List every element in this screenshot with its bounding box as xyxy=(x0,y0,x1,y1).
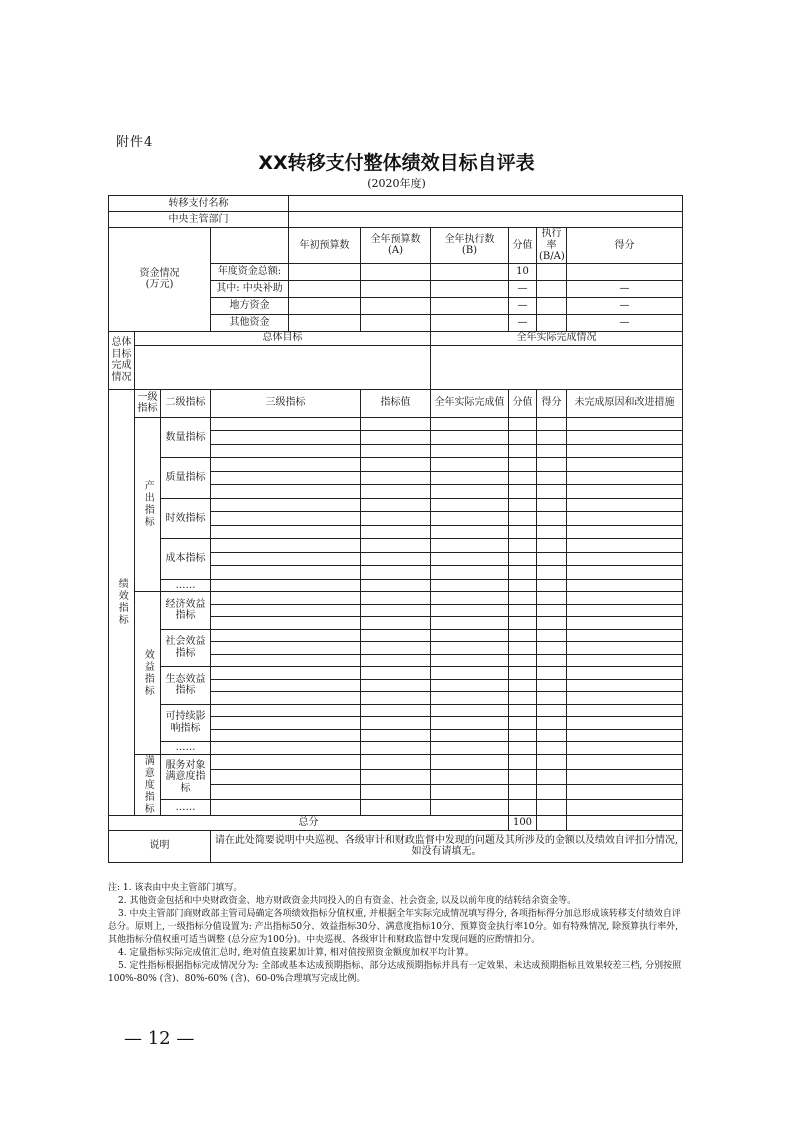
benefit-group-label: 效益指标 xyxy=(135,592,161,755)
note-item: 3. 中央主管部门商财政部主管司局确定各项绩效指标分值权重, 并根据全年实际完成情况填写得分, 各项指标得分加总形成该转移支付绩效自评总分。原则上, 一级指标分值设置为: 产出指标50分、效益指标30分、满意度指标10分、预算资金执行率10分。如有特殊情况, 除预算执行率外, 其他指标分值权重可适当调整 (总分应为100分)。中央巡视、各级审计和财政监督中发现问题的应酌情扣分。 xyxy=(108,909,681,946)
input-cell[interactable] xyxy=(361,512,431,526)
input-cell[interactable] xyxy=(567,800,683,815)
table-row xyxy=(109,667,683,680)
input-cell[interactable] xyxy=(211,754,361,769)
level2-indicator: 可持续影响指标 xyxy=(161,704,211,742)
department-label: 中央主管部门 xyxy=(109,212,289,228)
input-cell[interactable] xyxy=(431,417,509,431)
input-cell[interactable] xyxy=(537,444,567,458)
input-cell[interactable] xyxy=(431,617,509,630)
table-row xyxy=(109,498,683,512)
perf-col-header: 未完成原因和改进措施 xyxy=(567,389,683,417)
input-cell[interactable] xyxy=(567,754,683,769)
satisfaction-group-label: 满意度指标 xyxy=(135,754,161,815)
perf-col-header: 分值 xyxy=(509,389,537,417)
input-cell[interactable] xyxy=(211,800,361,815)
funding-row-label: 其他资金 xyxy=(211,314,289,331)
table-row xyxy=(109,742,683,755)
level2-indicator: 数量指标 xyxy=(161,417,211,458)
department-field[interactable] xyxy=(289,212,683,228)
input-cell[interactable] xyxy=(509,629,537,642)
input-cell[interactable] xyxy=(211,431,361,445)
input-cell[interactable] xyxy=(567,579,683,592)
input-cell[interactable] xyxy=(211,785,361,800)
input-cell[interactable] xyxy=(211,512,361,526)
input-cell[interactable] xyxy=(537,717,567,730)
funding-score: — xyxy=(509,280,537,297)
input-cell[interactable] xyxy=(211,604,361,617)
table-row xyxy=(109,830,683,862)
input-cell[interactable] xyxy=(211,485,361,499)
input-cell[interactable] xyxy=(431,717,509,730)
funding-col-header: 得分 xyxy=(567,228,683,264)
goals-label: 总体目标完成情况 xyxy=(109,331,135,389)
input-cell[interactable] xyxy=(431,485,509,499)
input-cell[interactable] xyxy=(211,717,361,730)
table-row xyxy=(109,815,683,830)
table-row xyxy=(109,458,683,472)
input-cell[interactable] xyxy=(361,471,431,485)
input-cell[interactable] xyxy=(567,431,683,445)
note-item: 4. 定量指标实际完成值汇总时, 绝对值直接累加计算, 相对值按照资金额度加权平均计算。 xyxy=(118,948,474,959)
input-cell[interactable] xyxy=(361,629,431,642)
input-cell[interactable] xyxy=(431,692,509,705)
input-cell[interactable] xyxy=(431,742,509,755)
input-cell[interactable] xyxy=(567,566,683,580)
input-cell[interactable] xyxy=(431,604,509,617)
input-cell[interactable] xyxy=(567,444,683,458)
input-cell[interactable] xyxy=(509,444,537,458)
table-row xyxy=(109,389,683,417)
funding-col-header: 全年执行数 (B) xyxy=(431,228,509,264)
input-cell[interactable] xyxy=(567,592,683,605)
funding-rate xyxy=(537,297,567,314)
input-cell[interactable] xyxy=(431,769,509,784)
input-cell[interactable] xyxy=(509,642,537,655)
input-cell[interactable] xyxy=(509,604,537,617)
explain-text: 请在此处简要说明中央巡视、各级审计和财政监督中发现的问题及其所涉及的金额以及绩效自评扣分情况, 如没有请填无。 xyxy=(211,830,683,862)
input-cell[interactable] xyxy=(509,458,537,472)
note-item: 2. 其他资金包括和中央财政资金、地方财政资金共同投入的自有资金、社会资金, 以及以前年度的结转结余资金等。 xyxy=(118,896,577,907)
input-cell[interactable] xyxy=(509,742,537,755)
table-cell xyxy=(537,815,567,830)
input-cell[interactable] xyxy=(361,800,431,815)
funding-col-header: 执行率 (B/A) xyxy=(537,228,567,264)
input-cell[interactable] xyxy=(361,642,431,655)
table-row xyxy=(109,704,683,717)
input-cell[interactable] xyxy=(361,742,431,755)
input-cell[interactable] xyxy=(431,654,509,667)
input-cell[interactable] xyxy=(567,717,683,730)
input-cell[interactable] xyxy=(567,525,683,539)
attachment-label: 附件4 xyxy=(116,135,154,150)
table-row xyxy=(109,228,683,264)
input-cell[interactable] xyxy=(361,769,431,784)
input-cell[interactable] xyxy=(211,525,361,539)
input-cell[interactable] xyxy=(361,458,431,472)
table-row xyxy=(109,579,683,592)
input-cell[interactable] xyxy=(537,579,567,592)
level2-indicator: 经济效益指标 xyxy=(161,592,211,630)
funding-col-header: 年初预算数 xyxy=(289,228,361,264)
level2-indicator: 生态效益指标 xyxy=(161,667,211,705)
form-year: (2020年度) xyxy=(367,177,426,190)
funding-points: — xyxy=(567,280,683,297)
input-cell[interactable] xyxy=(537,704,567,717)
level2-indicator: 社会效益指标 xyxy=(161,629,211,667)
funding-row-label: 其中: 中央补助 xyxy=(211,280,289,297)
funding-row-label: 地方资金 xyxy=(211,297,289,314)
input-cell[interactable] xyxy=(361,654,431,667)
input-cell[interactable] xyxy=(567,729,683,742)
input-cell[interactable] xyxy=(509,729,537,742)
input-cell[interactable] xyxy=(431,280,509,297)
input-cell[interactable] xyxy=(509,485,537,499)
input-cell[interactable] xyxy=(509,754,537,769)
actual-input[interactable] xyxy=(431,345,683,389)
input-cell[interactable] xyxy=(537,471,567,485)
input-cell[interactable] xyxy=(537,800,567,815)
input-cell[interactable] xyxy=(431,785,509,800)
table-cell xyxy=(211,228,289,264)
notes xyxy=(108,882,682,986)
input-cell[interactable] xyxy=(567,617,683,630)
input-cell[interactable] xyxy=(431,667,509,680)
total-value: 100 xyxy=(509,815,537,830)
input-cell[interactable] xyxy=(361,566,431,580)
note-item: 5. 定性指标根据指标完成情况分为: 全部或基本达成预期指标、部分达成预期指标并具有一定效果、未达成预期指标且效果较差三档, 分别按照100%-80% (含)、80%-60% (含)、60-0%合理填写完成比例。 xyxy=(108,961,682,985)
input-cell[interactable] xyxy=(509,769,537,784)
funding-rate xyxy=(537,314,567,331)
input-cell[interactable] xyxy=(567,742,683,755)
input-cell[interactable] xyxy=(567,485,683,499)
input-cell[interactable] xyxy=(431,552,509,566)
input-cell[interactable] xyxy=(509,800,537,815)
input-cell[interactable] xyxy=(211,679,361,692)
input-cell[interactable] xyxy=(567,769,683,784)
level2-indicator: 时效指标 xyxy=(161,498,211,539)
explain-label: 说明 xyxy=(109,830,211,862)
input-cell[interactable] xyxy=(537,485,567,499)
input-cell[interactable] xyxy=(537,654,567,667)
input-cell[interactable] xyxy=(537,629,567,642)
input-cell[interactable] xyxy=(537,417,567,431)
funding-score: — xyxy=(509,314,537,331)
input-cell[interactable] xyxy=(361,485,431,499)
input-cell[interactable] xyxy=(567,604,683,617)
input-cell[interactable] xyxy=(567,679,683,692)
input-cell[interactable] xyxy=(211,417,361,431)
table-row xyxy=(109,345,683,389)
funding-label: 资金情况 (万元) xyxy=(109,228,211,332)
funding-rate xyxy=(537,280,567,297)
funding-col-header: 全年预算数 (A) xyxy=(361,228,431,264)
input-cell[interactable] xyxy=(361,692,431,705)
input-cell[interactable] xyxy=(361,263,431,280)
input-cell[interactable] xyxy=(431,471,509,485)
input-cell[interactable] xyxy=(567,417,683,431)
table-row xyxy=(109,754,683,769)
input-cell[interactable] xyxy=(211,667,361,680)
input-cell[interactable] xyxy=(431,579,509,592)
input-cell[interactable] xyxy=(537,679,567,692)
input-cell[interactable] xyxy=(509,471,537,485)
input-cell[interactable] xyxy=(509,667,537,680)
goals-col-header: 总体目标 xyxy=(135,331,431,345)
input-cell[interactable] xyxy=(211,498,361,512)
form-title: XX转移支付整体绩效目标自评表 xyxy=(258,152,535,174)
input-cell[interactable] xyxy=(567,642,683,655)
input-cell[interactable] xyxy=(361,498,431,512)
input-cell[interactable] xyxy=(567,498,683,512)
input-cell[interactable] xyxy=(361,431,431,445)
output-group-label: 产出指标 xyxy=(135,417,161,592)
input-cell[interactable] xyxy=(537,458,567,472)
input-cell[interactable] xyxy=(537,642,567,655)
input-cell[interactable] xyxy=(567,552,683,566)
input-cell[interactable] xyxy=(537,525,567,539)
page-number: — 12 — xyxy=(124,1028,195,1049)
funding-score: — xyxy=(509,297,537,314)
input-cell[interactable] xyxy=(361,717,431,730)
input-cell[interactable] xyxy=(537,431,567,445)
input-cell[interactable] xyxy=(289,263,361,280)
input-cell[interactable] xyxy=(289,280,361,297)
table-row xyxy=(109,592,683,605)
goal-input[interactable] xyxy=(135,345,431,389)
input-cell[interactable] xyxy=(289,297,361,314)
input-cell[interactable] xyxy=(361,444,431,458)
input-cell[interactable] xyxy=(431,754,509,769)
input-cell[interactable] xyxy=(431,592,509,605)
input-cell[interactable] xyxy=(361,604,431,617)
input-cell[interactable] xyxy=(211,444,361,458)
input-cell[interactable] xyxy=(431,679,509,692)
input-cell[interactable] xyxy=(567,539,683,553)
input-cell[interactable] xyxy=(537,566,567,580)
input-cell[interactable] xyxy=(509,717,537,730)
input-cell[interactable] xyxy=(537,592,567,605)
input-cell[interactable] xyxy=(211,471,361,485)
note-item: 注: 1. 该表由中央主管部门填写。 xyxy=(108,883,243,893)
input-cell[interactable] xyxy=(509,704,537,717)
input-cell[interactable] xyxy=(567,704,683,717)
input-cell[interactable] xyxy=(509,566,537,580)
table-row xyxy=(109,539,683,553)
perf-col-header: 二级指标 xyxy=(161,389,211,417)
input-cell[interactable] xyxy=(361,704,431,717)
input-cell[interactable] xyxy=(567,654,683,667)
funding-score: 10 xyxy=(509,263,537,280)
input-cell[interactable] xyxy=(509,552,537,566)
level2-indicator: 成本指标 xyxy=(161,539,211,580)
evaluation-table xyxy=(108,195,683,863)
input-cell[interactable] xyxy=(509,592,537,605)
input-cell[interactable] xyxy=(211,704,361,717)
input-cell[interactable] xyxy=(537,785,567,800)
input-cell[interactable] xyxy=(567,512,683,526)
input-cell[interactable] xyxy=(211,654,361,667)
input-cell[interactable] xyxy=(211,552,361,566)
input-cell[interactable] xyxy=(211,458,361,472)
funding-rate xyxy=(537,263,567,280)
input-cell[interactable] xyxy=(567,785,683,800)
input-cell[interactable] xyxy=(361,314,431,331)
table-row xyxy=(109,331,683,345)
input-cell[interactable] xyxy=(537,754,567,769)
input-cell[interactable] xyxy=(509,417,537,431)
input-cell[interactable] xyxy=(361,539,431,553)
table-row xyxy=(109,196,683,212)
table-row xyxy=(109,629,683,642)
level2-indicator: 质量指标 xyxy=(161,458,211,499)
input-cell[interactable] xyxy=(537,742,567,755)
input-cell[interactable] xyxy=(509,579,537,592)
input-cell[interactable] xyxy=(361,280,431,297)
input-cell[interactable] xyxy=(211,579,361,592)
input-cell[interactable] xyxy=(509,498,537,512)
input-cell[interactable] xyxy=(537,512,567,526)
funding-points: — xyxy=(567,314,683,331)
input-cell[interactable] xyxy=(567,692,683,705)
input-cell[interactable] xyxy=(361,785,431,800)
input-cell[interactable] xyxy=(431,458,509,472)
input-cell[interactable] xyxy=(289,314,361,331)
input-cell[interactable] xyxy=(537,769,567,784)
input-cell[interactable] xyxy=(509,512,537,526)
input-cell[interactable] xyxy=(431,498,509,512)
input-cell[interactable] xyxy=(211,642,361,655)
input-cell[interactable] xyxy=(431,642,509,655)
input-cell[interactable] xyxy=(509,692,537,705)
perf-col-header: 一级指标 xyxy=(135,389,161,417)
input-cell[interactable] xyxy=(509,617,537,630)
input-cell[interactable] xyxy=(431,629,509,642)
input-cell[interactable] xyxy=(211,629,361,642)
input-cell[interactable] xyxy=(567,667,683,680)
input-cell[interactable] xyxy=(567,471,683,485)
input-cell[interactable] xyxy=(211,742,361,755)
perf-col-header: 全年实际完成值 xyxy=(431,389,509,417)
input-cell[interactable] xyxy=(509,785,537,800)
funding-points: — xyxy=(567,297,683,314)
input-cell[interactable] xyxy=(509,679,537,692)
level2-indicator: …… xyxy=(161,579,211,592)
input-cell[interactable] xyxy=(567,629,683,642)
input-cell[interactable] xyxy=(211,592,361,605)
input-cell[interactable] xyxy=(431,539,509,553)
input-cell[interactable] xyxy=(509,525,537,539)
input-cell[interactable] xyxy=(537,552,567,566)
input-cell[interactable] xyxy=(361,617,431,630)
table-cell xyxy=(567,815,683,830)
input-cell[interactable] xyxy=(361,667,431,680)
input-cell[interactable] xyxy=(431,800,509,815)
input-cell[interactable] xyxy=(211,566,361,580)
input-cell[interactable] xyxy=(509,431,537,445)
input-cell[interactable] xyxy=(537,667,567,680)
transfer-name-field[interactable] xyxy=(289,196,683,212)
input-cell[interactable] xyxy=(211,729,361,742)
input-cell[interactable] xyxy=(537,539,567,553)
input-cell[interactable] xyxy=(431,431,509,445)
input-cell[interactable] xyxy=(361,679,431,692)
input-cell[interactable] xyxy=(537,604,567,617)
input-cell[interactable] xyxy=(431,729,509,742)
table-row xyxy=(109,212,683,228)
input-cell[interactable] xyxy=(361,729,431,742)
table-row xyxy=(109,417,683,431)
input-cell[interactable] xyxy=(361,525,431,539)
input-cell[interactable] xyxy=(361,552,431,566)
input-cell[interactable] xyxy=(211,692,361,705)
level2-indicator: …… xyxy=(161,800,211,815)
input-cell[interactable] xyxy=(431,444,509,458)
perf-col-header: 得分 xyxy=(537,389,567,417)
transfer-name-label: 转移支付名称 xyxy=(109,196,289,212)
input-cell[interactable] xyxy=(211,539,361,553)
goals-col-header: 全年实际完成情况 xyxy=(431,331,683,345)
funding-row-label: 年度资金总额: xyxy=(211,263,289,280)
table-row xyxy=(109,800,683,815)
input-cell[interactable] xyxy=(431,525,509,539)
input-cell[interactable] xyxy=(431,566,509,580)
total-label: 总分 xyxy=(109,815,509,830)
level2-indicator: …… xyxy=(161,742,211,755)
input-cell[interactable] xyxy=(537,498,567,512)
input-cell[interactable] xyxy=(567,458,683,472)
funding-points xyxy=(567,263,683,280)
perf-label: 绩效指标 xyxy=(109,389,135,815)
level2-indicator: 服务对象满意度指标 xyxy=(161,754,211,800)
input-cell[interactable] xyxy=(431,297,509,314)
input-cell[interactable] xyxy=(509,654,537,667)
perf-col-header: 指标值 xyxy=(361,389,431,417)
input-cell[interactable] xyxy=(431,512,509,526)
input-cell[interactable] xyxy=(537,617,567,630)
input-cell[interactable] xyxy=(537,729,567,742)
input-cell[interactable] xyxy=(431,704,509,717)
input-cell[interactable] xyxy=(361,592,431,605)
input-cell[interactable] xyxy=(537,692,567,705)
perf-col-header: 三级指标 xyxy=(211,389,361,417)
input-cell[interactable] xyxy=(361,754,431,769)
input-cell[interactable] xyxy=(431,263,509,280)
input-cell[interactable] xyxy=(361,579,431,592)
input-cell[interactable] xyxy=(431,314,509,331)
input-cell[interactable] xyxy=(361,297,431,314)
input-cell[interactable] xyxy=(509,539,537,553)
input-cell[interactable] xyxy=(211,769,361,784)
input-cell[interactable] xyxy=(361,417,431,431)
funding-col-header: 分值 xyxy=(509,228,537,264)
input-cell[interactable] xyxy=(211,617,361,630)
